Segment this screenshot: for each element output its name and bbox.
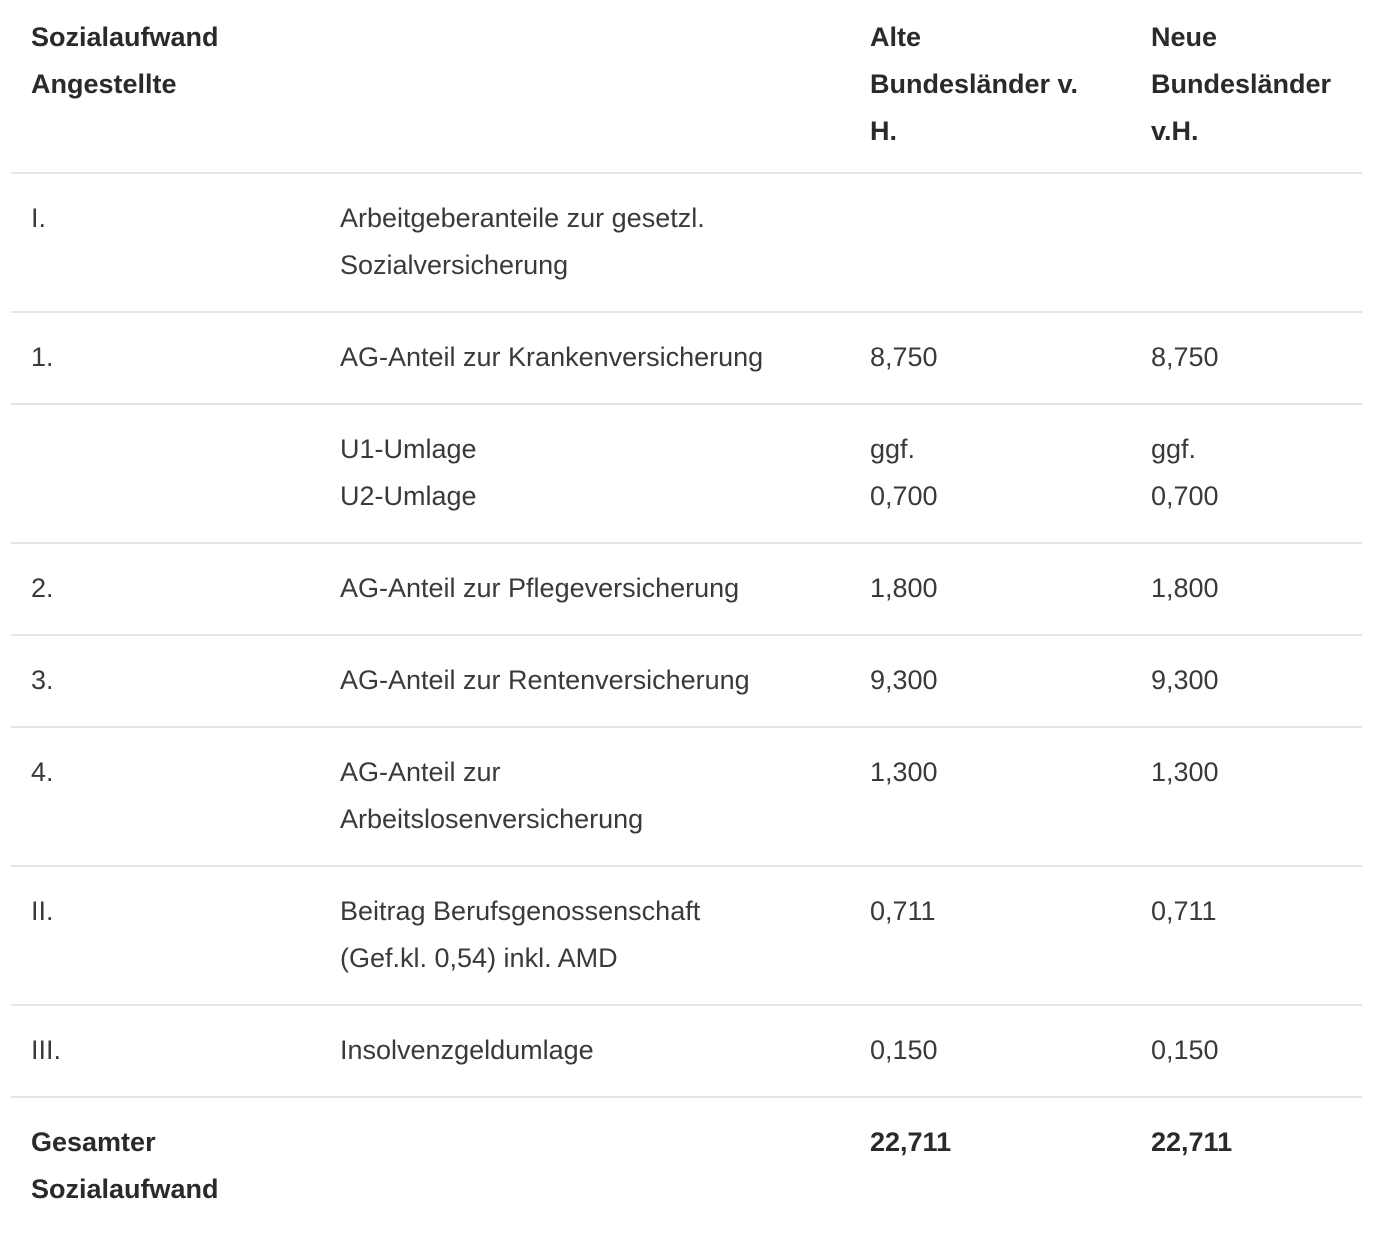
row-value-line: 1,300: [870, 757, 938, 787]
row-label: [320, 404, 850, 543]
row-value-alt: [850, 635, 1131, 727]
row-label: [320, 173, 850, 312]
row-number: III.: [11, 1005, 320, 1097]
table-row: [11, 1005, 1362, 1097]
row-label-line: AG-Anteil zur Pflegeversicherung: [340, 573, 740, 603]
row-value-line: 8,750: [870, 342, 938, 372]
header-neue-bundeslaender: [1131, 0, 1362, 173]
row-number: 2.: [11, 543, 320, 635]
total-empty: [320, 1097, 850, 1235]
row-number: 1.: [11, 312, 320, 404]
row-value-neu: [1131, 727, 1362, 866]
total-value-neu: 22,711: [1151, 1127, 1233, 1157]
row-value-neu: [1131, 404, 1362, 543]
total-label-line: Sozialaufwand: [31, 1174, 219, 1204]
total-label-line: Gesamter: [31, 1127, 156, 1157]
row-value-line: 0,711: [870, 896, 936, 926]
row-value-line: 0,150: [1151, 1035, 1219, 1065]
row-value-line: 1,300: [1151, 757, 1219, 787]
row-value-line: 0,700: [870, 481, 938, 511]
row-number: [11, 404, 320, 543]
row-value-line: ggf.: [1151, 434, 1197, 464]
row-value-alt: [850, 404, 1131, 543]
table-total-row: [11, 1097, 1362, 1235]
row-label: [320, 635, 850, 727]
table-row: [11, 635, 1362, 727]
header-line: Neue: [1151, 22, 1218, 52]
row-label-line: AG-Anteil zur Rentenversicherung: [340, 665, 750, 695]
row-value-neu: [1131, 635, 1362, 727]
total-label: [11, 1097, 320, 1235]
header-line: Bundesländer v.: [870, 69, 1079, 99]
row-value-alt: [850, 312, 1131, 404]
row-number: 3.: [11, 635, 320, 727]
row-label-line: Insolvenzgeldumlage: [340, 1035, 594, 1065]
header-line: Bundesländer: [1151, 69, 1332, 99]
row-label-line: (Gef.kl. 0,54) inkl. AMD: [340, 943, 618, 973]
row-value-neu: [1131, 312, 1362, 404]
header-line: Sozialaufwand: [31, 22, 219, 52]
row-label: [320, 312, 850, 404]
row-value-neu: [1131, 543, 1362, 635]
row-value-alt: [850, 727, 1131, 866]
row-value-alt: [850, 173, 1131, 312]
header-line: H.: [870, 116, 897, 146]
row-label-line: AG-Anteil zur: [340, 757, 501, 787]
header-line: Angestellte: [31, 69, 177, 99]
header-sozialaufwand-angestellte: [11, 0, 320, 173]
row-label-line: U2-Umlage: [340, 481, 477, 511]
row-value-neu: [1131, 866, 1362, 1005]
row-number: II.: [11, 866, 320, 1005]
row-value-neu: [1131, 173, 1362, 312]
row-value-line: 1,800: [870, 573, 938, 603]
header-empty: [320, 0, 850, 173]
header-alte-bundeslaender: [850, 0, 1131, 173]
row-label: [320, 543, 850, 635]
row-value-line: 0,700: [1151, 481, 1219, 511]
row-value-line: ggf.: [870, 434, 916, 464]
row-value-alt: [850, 866, 1131, 1005]
table-row: [11, 404, 1362, 543]
table-row: [11, 173, 1362, 312]
row-label: [320, 727, 850, 866]
sozialaufwand-table-container: [11, 0, 1362, 1235]
row-label: [320, 866, 850, 1005]
row-label-line: Arbeitslosenversicherung: [340, 804, 644, 834]
row-value-line: 8,750: [1151, 342, 1219, 372]
row-value-line: 1,800: [1151, 573, 1219, 603]
row-label-line: AG-Anteil zur Krankenversicherung: [340, 342, 764, 372]
header-line: v.H.: [1151, 116, 1199, 146]
row-value-neu: [1131, 1005, 1362, 1097]
row-label-line: U1-Umlage: [340, 434, 477, 464]
table-row: [11, 866, 1362, 1005]
header-line: Alte: [870, 22, 922, 52]
row-value-line: 0,150: [870, 1035, 938, 1065]
table-row: [11, 727, 1362, 866]
row-value-line: 9,300: [870, 665, 938, 695]
row-number: 4.: [11, 727, 320, 866]
total-value-alt: 22,711: [870, 1127, 952, 1157]
row-value-line: 0,711: [1151, 896, 1217, 926]
table-row: [11, 312, 1362, 404]
row-value-alt: [850, 543, 1131, 635]
row-label-line: Beitrag Berufsgenossenschaft: [340, 896, 701, 926]
row-label-line: Arbeitgeberanteile zur gesetzl.: [340, 203, 705, 233]
table-header-row: [11, 0, 1362, 173]
table-row: [11, 543, 1362, 635]
row-number: I.: [11, 173, 320, 312]
sozialaufwand-table: [11, 0, 1362, 1235]
row-label-line: Sozialversicherung: [340, 250, 569, 280]
row-value-line: 9,300: [1151, 665, 1219, 695]
row-label: [320, 1005, 850, 1097]
row-value-alt: [850, 1005, 1131, 1097]
